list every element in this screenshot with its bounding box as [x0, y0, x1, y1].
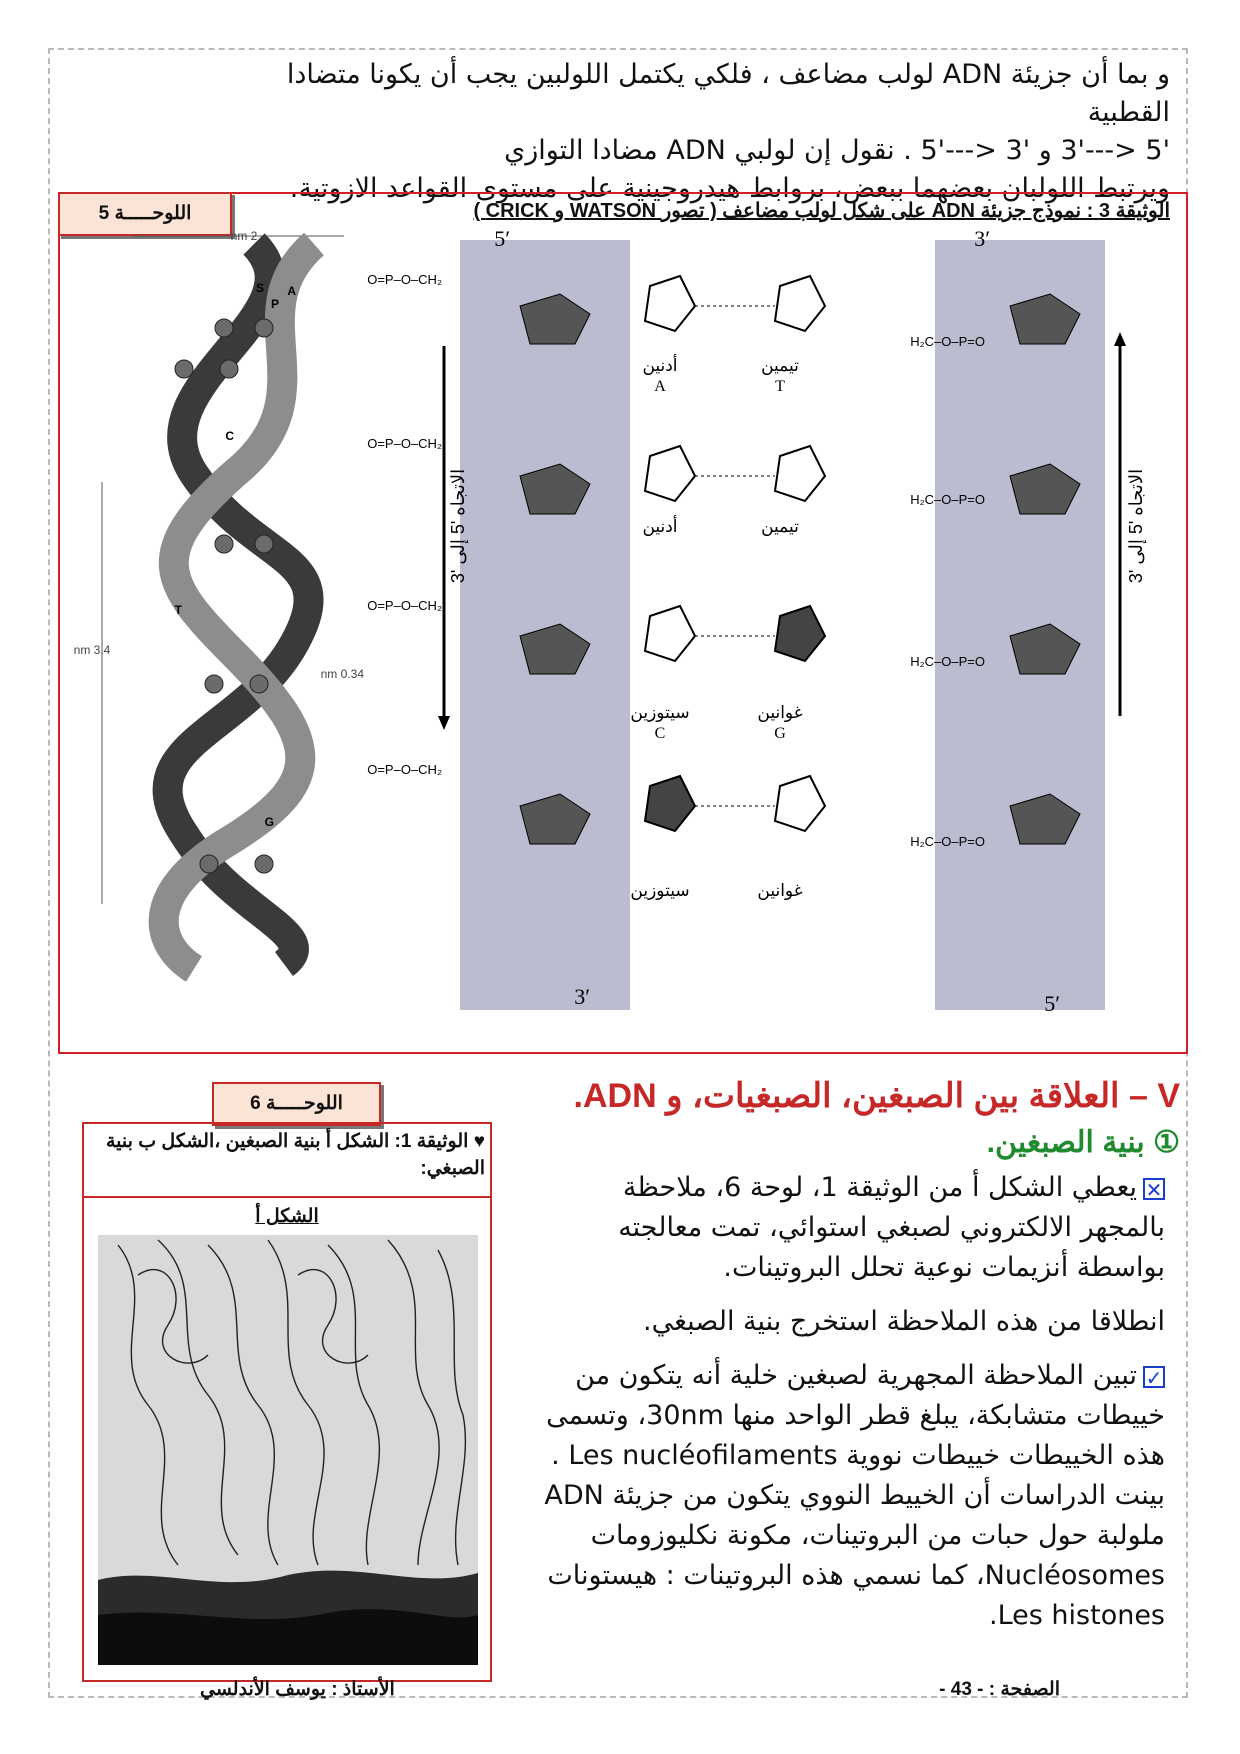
purine-ring [775, 606, 825, 661]
rise-label: 0.34 nm [320, 667, 364, 681]
pyrimidine-ring [645, 446, 695, 501]
body-text [540, 1168, 1165, 1650]
phosphate-group: O=P–O–CH₂ [367, 762, 442, 777]
base-letter-left: C [654, 725, 666, 742]
caption-separator [82, 1196, 492, 1198]
purine-ring [645, 276, 695, 331]
intro-line-2: '5 <---'3 و '3 <---'5 . نقول إن لولبي ADN مضادا التوازي [504, 135, 1170, 166]
plate-5-label: اللوحـــــة 5 [58, 192, 232, 236]
paragraph-1-text: يعطي الشكل أ من الوثيقة 1، لوحة 6، ملاحظة بالمجهر الالكتروني لصبغي استوائي، تمت معالجته بواسطة أنزيمات نوعية تحلل البروتينات. [618, 1172, 1165, 1283]
width-label: 2 nm [230, 229, 258, 243]
helix-sugar-label: S [255, 281, 264, 295]
phosphate-group: H₂C–O–P=O [910, 334, 985, 349]
base-name-left: أدنين [642, 356, 678, 376]
base-name-right: غوانين [757, 703, 803, 723]
intro-line-1: و بما أن جزيئة ADN لولب مضاعف ، فلكي يكتمل اللولبين يجب أن يكونا متضادا القطبية [286, 59, 1170, 128]
intro-text [270, 56, 1170, 208]
helix-base-g: G [264, 815, 274, 829]
pitch-label: 3.4 nm [73, 643, 111, 657]
base-dot [215, 319, 233, 337]
chromatin-micrograph [98, 1235, 478, 1665]
pyrimidine-ring [645, 606, 695, 661]
helix-base-a: A [287, 284, 296, 298]
base-dot [220, 360, 238, 378]
plate-6-label: اللوحـــــة 6 [212, 1082, 381, 1126]
intro-line-3: ويرتبط اللولبان بعضهما ببعض، بروابط هيدروجينية على مستوى القواعد الازوتية. [289, 173, 1170, 204]
base-name-right: تيمين [761, 356, 799, 376]
checkbox-x-icon: ✕ [1143, 1178, 1165, 1200]
purine-ring [645, 776, 695, 831]
base-dot [200, 855, 218, 873]
footer-page-number: الصفحة : - 43 - [939, 1679, 1060, 1700]
base-dot [255, 855, 273, 873]
phosphate-group: O=P–O–CH₂ [367, 272, 442, 287]
base-letter-left: A [654, 378, 666, 395]
right-bottom-end: 5′ [1044, 991, 1060, 1016]
pyrimidine-ring [775, 276, 825, 331]
left-backbone-band [460, 240, 630, 1010]
helix-phosphate-label: P [270, 297, 279, 311]
helix-base-c: C [225, 429, 234, 443]
pyrimidine-ring [775, 776, 825, 831]
left-bottom-end: 3′ [574, 984, 590, 1009]
left-top-end: 5′ [494, 226, 510, 251]
phosphate-group: H₂C–O–P=O [910, 834, 985, 849]
subsection-title: ① بنية الصبغين. [986, 1126, 1180, 1159]
section-title: V – العلاقة بين الصبغين، الصبغيات، و ADN. [573, 1077, 1180, 1115]
base-letter-right: G [774, 725, 786, 742]
document-1-caption: ♥ الوثيقة 1: الشكل أ بنية الصبغين ،الشكل ب بنية الصبغي: [105, 1131, 485, 1179]
phosphate-group: O=P–O–CH₂ [367, 598, 442, 613]
footer-teacher: الأستاذ : يوسف الأندلسي [200, 1679, 395, 1700]
paragraph-1 [540, 1168, 1165, 1288]
base-name-right: غوانين [757, 881, 803, 901]
base-dot [175, 360, 193, 378]
left-direction-label: الاتجاه '5 إلى '3 [448, 468, 468, 584]
helix-base-t: T [174, 603, 182, 617]
figure-a-label: الشكل أ [255, 1206, 319, 1227]
base-dot [250, 675, 268, 693]
base-dot [215, 535, 233, 553]
paragraph-3-text: تبين الملاحظة المجهرية لصبغين خلية أنه يتكون من خييطات متشابكة، يبلغ قطر الواحد منها 30nm، وتسمى هذه الخييطات خييطات نووية Les nucléofilaments . بينت الدراسات أن الخييط النووي يتكون من جزيئة ADN ملولبة حول حبات من البروتينات، مكونة نكليوزومات Nucléosomes، كما نسمي هذه البروتينات : هيستونات Les histones. [544, 1360, 1165, 1631]
base-name-left: أدنين [642, 517, 678, 537]
paragraph-2: انطلاقا من هذه الملاحظة استخرج بنية الصبغي. [643, 1306, 1165, 1337]
base-letter-right: T [775, 378, 785, 395]
base-dot [255, 319, 273, 337]
paragraph-3 [540, 1356, 1165, 1636]
base-name-left: سيتوزين [630, 881, 690, 901]
document-3-title: الوثيقة 3 : نموذج جزيئة ADN على شكل لولب مضاعف ( تصور WATSON و CRICK ) [473, 200, 1170, 222]
base-name-right: تيمين [761, 517, 799, 537]
left-arrow-head [438, 716, 450, 730]
phosphate-group: O=P–O–CH₂ [367, 436, 442, 451]
right-top-end: 3′ [974, 226, 990, 251]
right-arrow-head [1114, 332, 1126, 346]
right-direction-label: الاتجاه '5 إلى '3 [1126, 468, 1146, 584]
base-dot [205, 675, 223, 693]
phosphate-group: H₂C–O–P=O [910, 492, 985, 507]
right-backbone-band [935, 240, 1105, 1010]
checkbox-check-icon: ✓ [1143, 1366, 1165, 1388]
base-dot [255, 535, 273, 553]
purine-ring [775, 446, 825, 501]
phosphate-group: H₂C–O–P=O [910, 654, 985, 669]
base-name-left: سيتوزين [630, 703, 690, 723]
dna-chemical-structure [367, 226, 1170, 1026]
